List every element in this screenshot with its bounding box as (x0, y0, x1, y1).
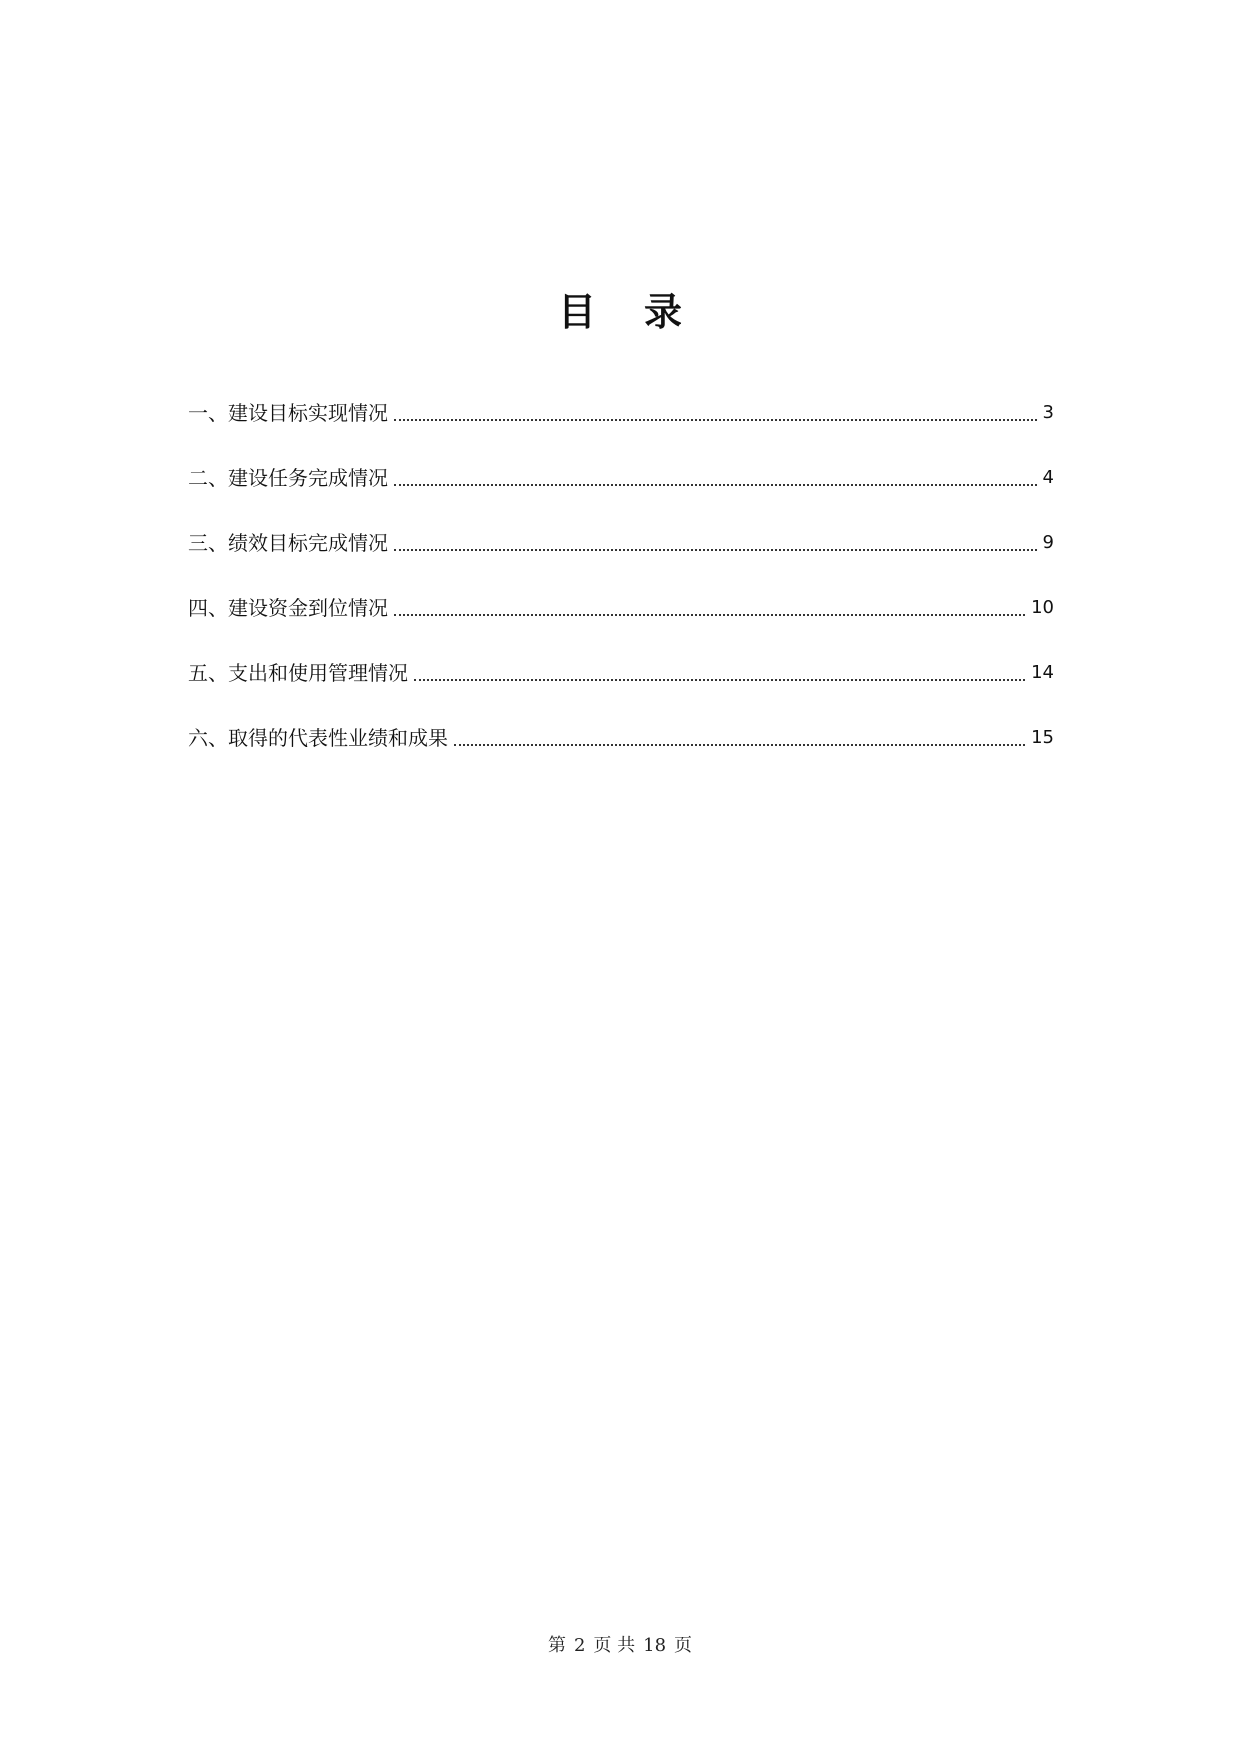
toc-entry-label: 五、支出和使用管理情况 (188, 661, 408, 685)
toc-entry-label: 二、建设任务完成情况 (188, 466, 388, 490)
page-footer (0, 1632, 1240, 1660)
dot-leader (394, 549, 1037, 551)
toc-entry-label: 六、取得的代表性业绩和成果 (188, 726, 448, 750)
footer-total-pages: 18 (643, 1635, 667, 1656)
toc-entry-page-number: 4 (1042, 467, 1054, 488)
toc-entry-2[interactable] (188, 427, 1054, 492)
toc-entry-page-number: 9 (1042, 532, 1054, 553)
footer-prefix: 第 (547, 1635, 566, 1656)
page-title: 目录 (557, 290, 730, 334)
toc-entry-label: 三、绩效目标完成情况 (188, 531, 388, 555)
table-of-contents (188, 362, 1054, 752)
footer-current-page: 2 (573, 1635, 586, 1656)
toc-entry-page-number: 3 (1042, 402, 1054, 423)
toc-entry-label: 四、建设资金到位情况 (188, 596, 388, 620)
dot-leader (394, 484, 1037, 486)
dot-leader (414, 679, 1025, 681)
toc-entry-6[interactable] (188, 687, 1054, 752)
toc-entry-label: 一、建设目标实现情况 (188, 401, 388, 425)
footer-middle: 页 共 (593, 1635, 636, 1656)
footer-suffix: 页 (674, 1635, 693, 1656)
toc-entry-page-number: 15 (1031, 727, 1054, 748)
dot-leader (394, 419, 1037, 421)
dot-leader (394, 614, 1025, 616)
dot-leader (454, 744, 1025, 746)
toc-entry-page-number: 10 (1031, 597, 1054, 618)
toc-entry-4[interactable] (188, 557, 1054, 622)
toc-entry-5[interactable] (188, 622, 1054, 687)
toc-entry-3[interactable] (188, 492, 1054, 557)
toc-entry-page-number: 14 (1031, 662, 1054, 683)
toc-entry-1[interactable] (188, 362, 1054, 427)
